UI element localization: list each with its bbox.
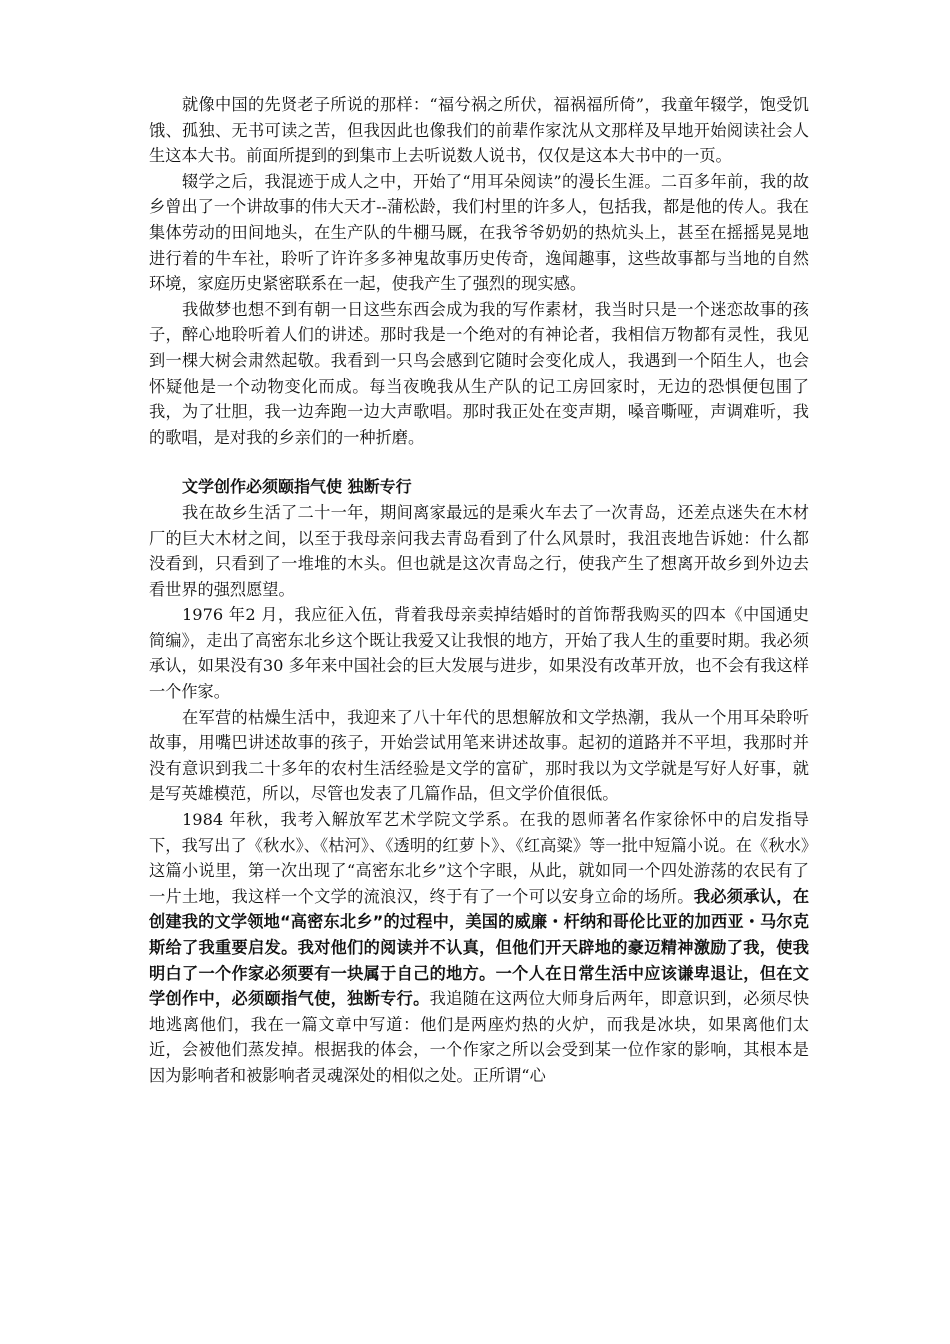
paragraph-2: 辍学之后，我混迹于成人之中，开始了“用耳朵阅读”的漫长生涯。二百多年前，我的故乡曾出了一个讲故事的伟大天才--蒲松龄，我们村里的许多人，包括我，都是他的传人。我在集体劳动的田间地头，在生产队的牛棚马厩，在我爷爷奶奶的热炕头上，甚至在摇摇晃晃地进行着的牛车社，聆听了许许多多神鬼故事历史传奇，逸闻趣事，这些故事都与当地的自然环境，家庭历史紧密联系在一起，使我产生了强烈的现实感。 (149, 171, 809, 294)
paragraph-7-part-a: 1984 年秋，我考入解放军艺术学院文学系。在我的恩师著名作家徐怀中的启发指导下，我写出了《秋水》、《枯河》、《透明的红萝卜》、《红高粱》等一批中短篇小说。在《秋水》这篇小说里，第一次出现了“高密东北乡”这个字眼，从此，就如同一个四处游荡的农民有了一片土地，我这样一个文学的流浪汉，终于有了一个可以安身立命的场所。 (149, 810, 809, 906)
document-page (149, 92, 809, 1089)
paragraph-6: 在军营的枯燥生活中，我迎来了八十年代的思想解放和文学热潮，我从一个用耳朵聆听故事，用嘴巴讲述故事的孩子，开始尝试用笔来讲述故事。起初的道路并不平坦，我那时并没有意识到我二十多年的农村生活经验是文学的富矿，那时我以为文学就是写好人好事，就是写英雄模范，所以，尽管也发表了几篇作品，但文学价值很低。 (149, 707, 809, 804)
paragraph-1: 就像中国的先贤老子所说的那样：“福兮祸之所伏，福祸福所倚”，我童年辍学，饱受饥饿、孤独、无书可读之苦，但我因此也像我们的前辈作家沈从文那样及早地开始阅读社会人生这本大书。前面所提到的到集市上去听说数人说书，仅仅是这本大书中的一页。 (149, 95, 809, 166)
paragraph-5: 1976 年2 月，我应征入伍，背着我母亲卖掉结婚时的首饰帮我购买的四本《中国通史简编》，走出了高密东北乡这个既让我爱又让我恨的地方，开始了我人生的重要时期。我必须承认，如果没有30 多年来中国社会的巨大发展与进步，如果没有改革开放，也不会有我这样一个作家。 (149, 605, 809, 702)
paragraph-7 (149, 807, 809, 1089)
paragraph-3: 我做梦也想不到有朝一日这些东西会成为我的写作素材，我当时只是一个迷恋故事的孩子，醉心地聆听着人们的讲述。那时我是一个绝对的有神论者，我相信万物都有灵性，我见到一棵大树会肃然起敬。我看到一只鸟会感到它随时会变化成人，我遇到一个陌生人，也会怀疑他是一个动物变化而成。每当夜晚我从生产队的记工房回家时，无边的恐惧便包围了我，为了壮胆，我一边奔跑一边大声歌唱。那时我正处在变声期，嗓音嘶哑，声调难听，我的歌唱，是对我的乡亲们的一种折磨。 (149, 299, 809, 447)
paragraph-7-part-c: 我追随在这两位大师身后两年，即意识到，必须尽快地逃离他们，我在一篇文章中写道：他们是两座灼热的火炉，而我是冰块，如果离他们太近，会被他们蒸发掉。根据我的体会，一个作家之所以会受到某一位作家的影响，其根本是因为影响者和被影响者灵魂深处的相似之处。正所谓“心 (149, 989, 810, 1085)
paragraph-7-bold: 我必须承认，在创建我的文学领地“高密东北乡”的过程中，美国的威廉・杆纳和哥伦比亚的加西亚・马尔克斯给了我重要启发。我对他们的阅读并不认真，但他们开天辟地的豪迈精神激励了我，使我明白了一个作家必须要有一块属于自己的地方。一个人在日常生活中应该谦卑退让，但在文学创作中，必须颐指气使，独断专行。 (149, 886, 810, 1009)
paragraph-4: 我在故乡生活了二十一年，期间离家最远的是乘火车去了一次青岛，还差点迷失在木材厂的巨大木材之间，以至于我母亲问我去青岛看到了什么风景时，我沮丧地告诉她：什么都没看到，只看到了一堆堆的木头。但也就是这次青岛之行，使我产生了想离开故乡到外边去看世界的强烈愿望。 (149, 502, 809, 599)
section-heading: 文学创作必须颐指气使 独断专行 (182, 477, 412, 497)
